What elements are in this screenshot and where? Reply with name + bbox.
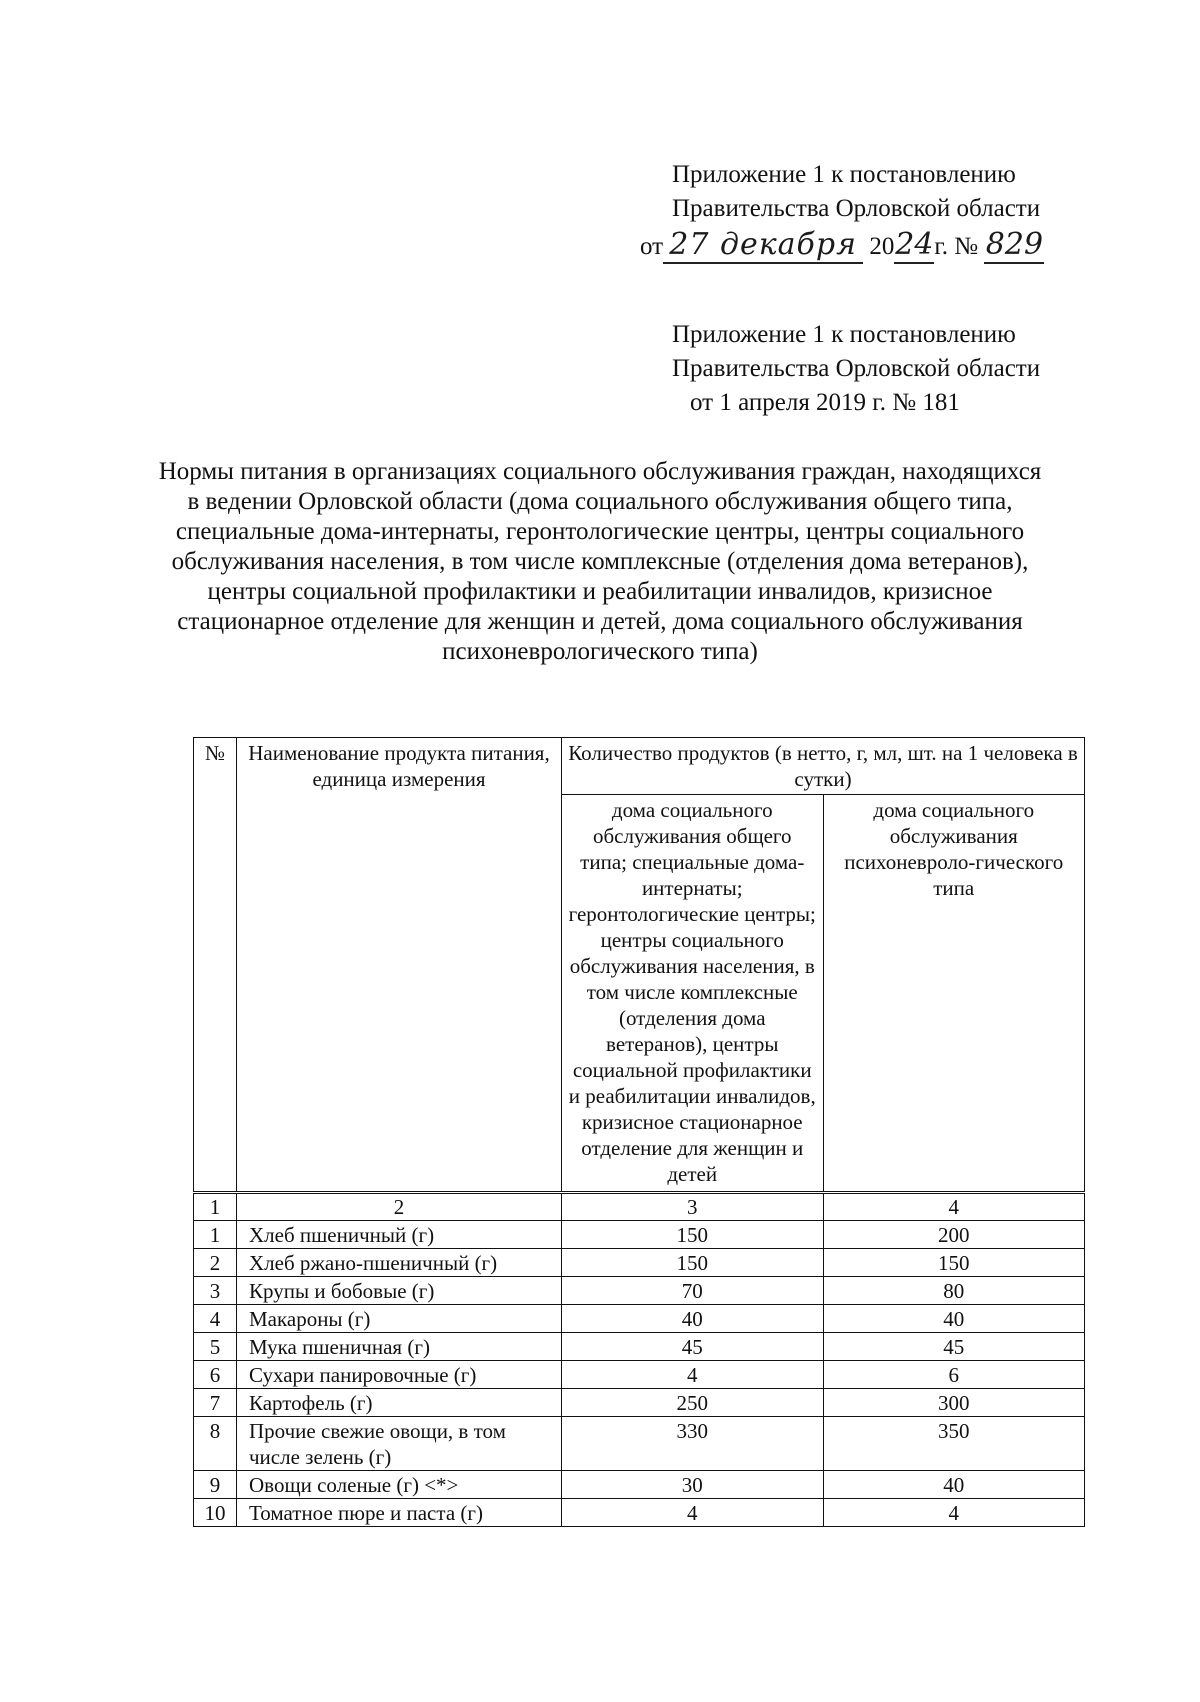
row-num: 7 <box>194 1389 237 1417</box>
row-psycho-value: 80 <box>823 1277 1085 1305</box>
row-num: 5 <box>194 1333 237 1361</box>
amendment-line2: Правительства Орловской области <box>672 195 1041 222</box>
amendment-year-suffix: г. № <box>934 233 979 260</box>
header-product-name: Наименование продукта питания, единица измерения <box>237 738 562 1193</box>
row-psycho-value: 40 <box>823 1305 1085 1333</box>
row-general-value: 4 <box>562 1499 824 1527</box>
handwritten-year: 24 <box>895 227 934 262</box>
row-general-value: 30 <box>562 1471 824 1499</box>
amendment-year-prefix: 20 <box>869 233 895 260</box>
header-quantity: Количество продуктов (в нетто, г, мл, шт. на 1 человека в сутки) <box>562 738 1085 795</box>
amendment-prefix: от <box>640 233 664 260</box>
amendment-line1: Приложение 1 к постановлению <box>672 161 1016 188</box>
row-psycho-value: 350 <box>823 1417 1085 1471</box>
row-num: 10 <box>194 1499 237 1527</box>
table-row <box>194 1249 1085 1277</box>
row-psycho-value: 200 <box>823 1221 1085 1249</box>
nutrition-norms-table <box>193 737 1085 1527</box>
row-product: Сухари панировочные (г) <box>237 1361 562 1389</box>
column-number: 1 <box>194 1193 237 1221</box>
row-psycho-value: 40 <box>823 1471 1085 1499</box>
column-number: 4 <box>823 1193 1085 1221</box>
table-row <box>194 1221 1085 1249</box>
row-general-value: 70 <box>562 1277 824 1305</box>
column-number: 3 <box>562 1193 824 1221</box>
amendment-date-line <box>640 228 1110 264</box>
row-general-value: 40 <box>562 1305 824 1333</box>
row-product: Картофель (г) <box>237 1389 562 1417</box>
amendment-header <box>640 158 1142 264</box>
table-row <box>194 1361 1085 1389</box>
row-product: Томатное пюре и паста (г) <box>237 1499 562 1527</box>
row-num: 2 <box>194 1249 237 1277</box>
handwritten-number: 829 <box>985 227 1044 262</box>
row-general-value: 4 <box>562 1361 824 1389</box>
handwritten-date: 27 декабря <box>663 228 863 264</box>
row-general-value: 330 <box>562 1417 824 1471</box>
row-product: Макароны (г) <box>237 1305 562 1333</box>
row-general-value: 250 <box>562 1389 824 1417</box>
row-psycho-value: 300 <box>823 1389 1085 1417</box>
table-row <box>194 1333 1085 1361</box>
table-row <box>194 1305 1085 1333</box>
row-num: 4 <box>194 1305 237 1333</box>
header-psycho-institutions: дома социального обслуживания психоневроло-гического типа <box>823 795 1085 1193</box>
row-product: Хлеб пшеничный (г) <box>237 1221 562 1249</box>
header-num: № <box>194 738 237 1193</box>
row-num: 6 <box>194 1361 237 1389</box>
row-psycho-value: 150 <box>823 1249 1085 1277</box>
row-general-value: 150 <box>562 1249 824 1277</box>
document-title: Нормы питания в организациях социального обслуживания граждан, находящихся в ведении Орловской области (дома социального обслуживания общего типа, специальные дома-интернаты, геронтологические центры, центры социального обслуживания населения, в том числе комплексные (отделения дома ветеранов), центры социальной профилактики и реабилитации инвалидов, кризисное стационарное отделение для женщин и детей, дома социального обслуживания психоневрологического типа) <box>158 458 1042 665</box>
table-row <box>194 1471 1085 1499</box>
original-line1: Приложение 1 к постановлению <box>672 321 1016 348</box>
row-product: Овощи соленые (г) <*> <box>237 1471 562 1499</box>
row-psycho-value: 6 <box>823 1361 1085 1389</box>
header-general-institutions: дома социального обслуживания общего типа; специальные дома-интернаты; геронтологические центры; центры социального обслуживания населения, в том числе комплексные (отделения дома ветеранов), центры социальной профилактики и реабилитации инвалидов, кризисное стационарное отделение для женщин и детей <box>562 795 824 1193</box>
table-row <box>194 1417 1085 1471</box>
original-line3: от 1 апреля 2019 г. № 181 <box>690 389 960 416</box>
table-row <box>194 1277 1085 1305</box>
row-product: Крупы и бобовые (г) <box>237 1277 562 1305</box>
row-num: 3 <box>194 1277 237 1305</box>
row-psycho-value: 4 <box>823 1499 1085 1527</box>
row-general-value: 150 <box>562 1221 824 1249</box>
column-number: 2 <box>237 1193 562 1221</box>
row-num: 9 <box>194 1471 237 1499</box>
table-row <box>194 1499 1085 1527</box>
original-header <box>672 318 1142 420</box>
row-product: Хлеб ржано-пшеничный (г) <box>237 1249 562 1277</box>
row-product: Мука пшеничная (г) <box>237 1333 562 1361</box>
row-product: Прочие свежие овощи, в том числе зелень (г) <box>237 1417 562 1471</box>
row-num: 1 <box>194 1221 237 1249</box>
original-line2: Правительства Орловской области <box>672 355 1041 382</box>
row-psycho-value: 45 <box>823 1333 1085 1361</box>
table-row <box>194 1389 1085 1417</box>
row-num: 8 <box>194 1417 237 1471</box>
row-general-value: 45 <box>562 1333 824 1361</box>
